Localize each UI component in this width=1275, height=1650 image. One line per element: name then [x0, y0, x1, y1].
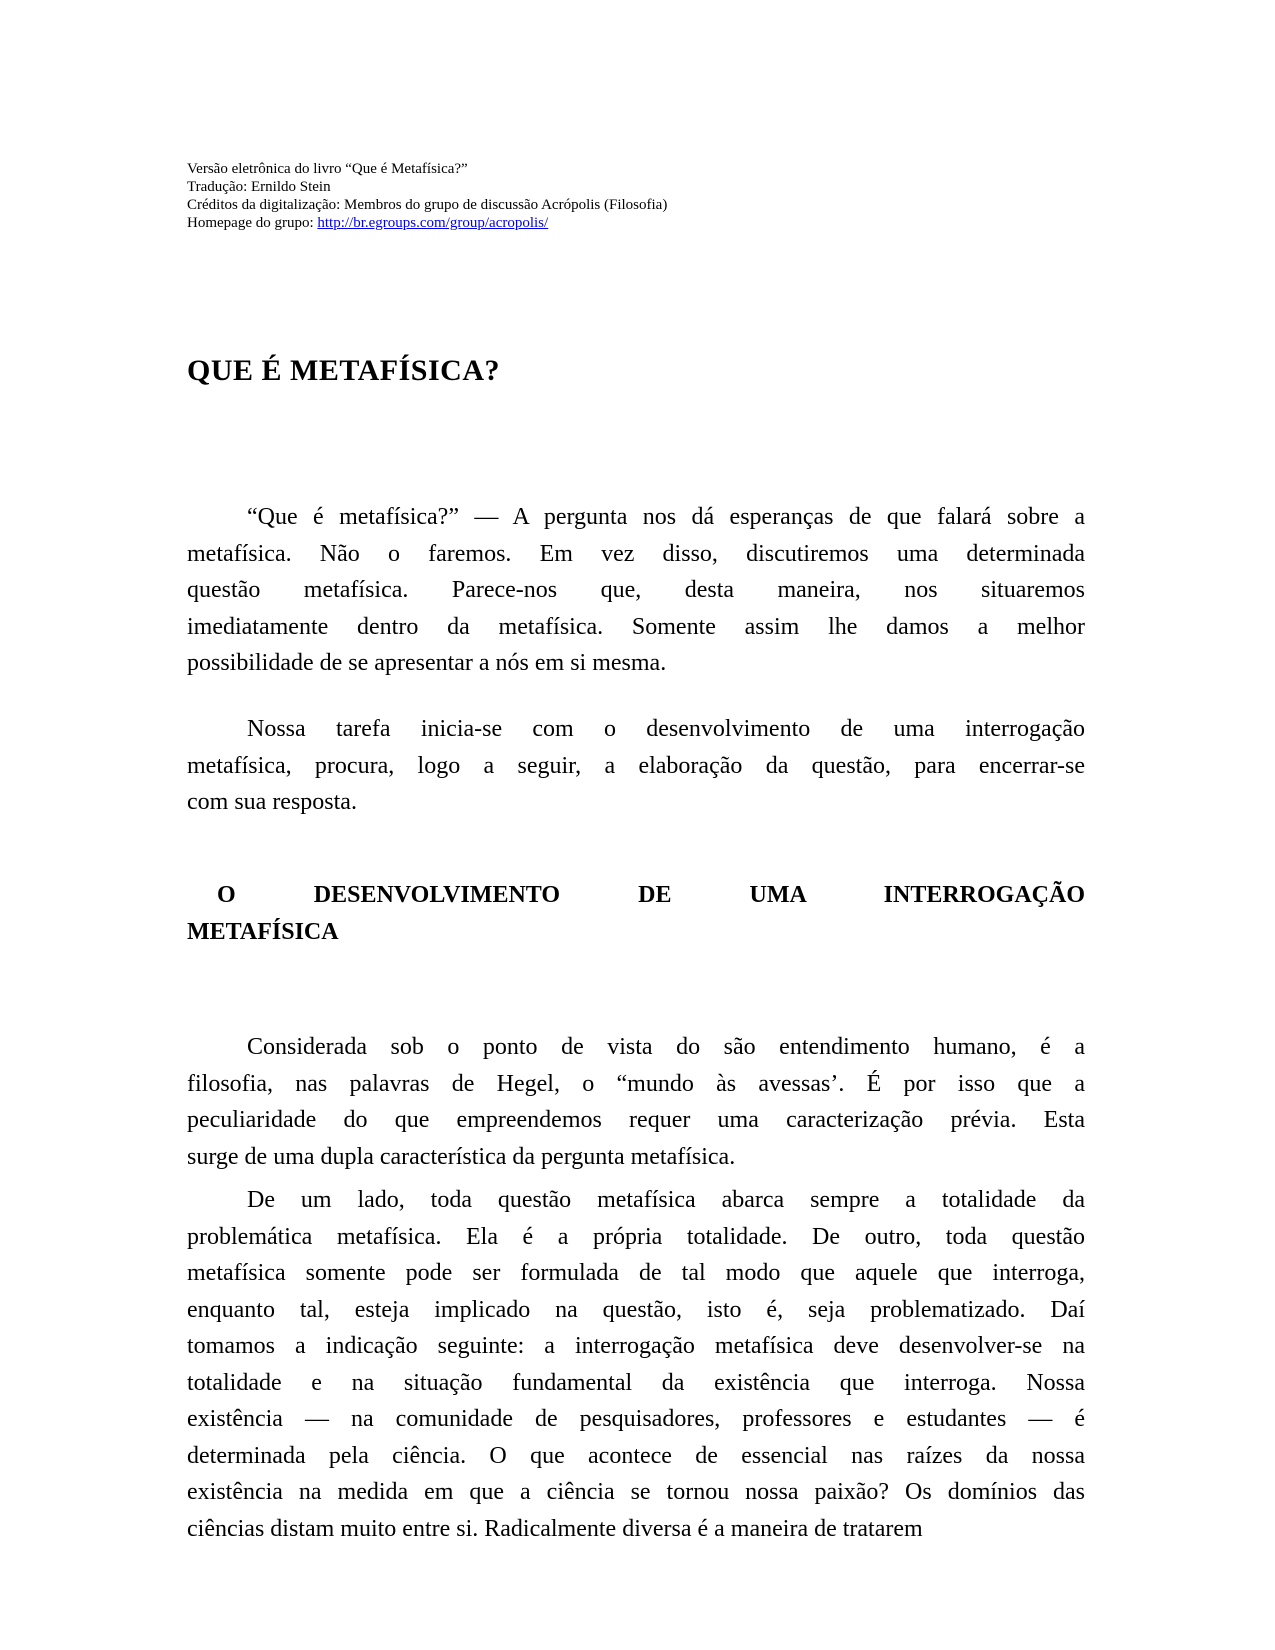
section-heading: [187, 877, 1085, 950]
text-line: tomamos a indicação seguinte: a interrogação metafísica deve desenvolver-se na: [187, 1333, 1085, 1359]
page-title: QUE É METAFÍSICA?: [187, 354, 500, 387]
text-line: metafísica. Não o faremos. Em vez disso, discutiremos uma determinada: [187, 540, 1085, 567]
text-line: enquanto tal, esteja implicado na questão, isto é, seja problematizado. Daí: [187, 1296, 1085, 1323]
paragraph-4: [187, 1182, 1085, 1547]
paragraph-1: [187, 499, 1085, 682]
heading-line: O DESENVOLVIMENTO DE UMA INTERROGAÇÃO: [217, 882, 1085, 908]
text-line: metafísica somente pode ser formulada de tal modo que aquele que interroga,: [187, 1260, 1085, 1286]
text-line: surge de uma dupla característica da pergunta metafísica.: [187, 1143, 736, 1170]
heading-line: METAFÍSICA: [187, 918, 339, 945]
text-line: peculiaridade do que empreendemos requer uma caracterização prévia. Esta: [187, 1107, 1085, 1133]
edition-note: Versão eletrônica do livro “Que é Metafísica?”: [187, 161, 468, 177]
translator-note: Tradução: Ernildo Stein: [187, 179, 331, 195]
text-line: existência na medida em que a ciência se tornou nossa paixão? Os domínios das: [187, 1479, 1085, 1505]
text-line: problemática metafísica. Ela é a própria totalidade. De outro, toda questão: [187, 1223, 1085, 1250]
text-line: De um lado, toda questão metafísica abarca sempre a totalidade da: [247, 1187, 1085, 1213]
text-line: “Que é metafísica?” — A pergunta nos dá esperanças de que falará sobre a: [247, 504, 1085, 530]
homepage-line: [187, 214, 1107, 232]
homepage-link[interactable]: http://br.egroups.com/group/acropolis/: [317, 215, 549, 231]
document-credits-header: [187, 160, 1107, 232]
text-line: existência — na comunidade de pesquisadores, professores e estudantes — é: [187, 1406, 1085, 1432]
text-line: possibilidade de se apresentar a nós em si mesma.: [187, 650, 667, 676]
text-line: metafísica, procura, logo a seguir, a elaboração da questão, para encerrar-se: [187, 752, 1085, 779]
text-line: Nossa tarefa inicia-se com o desenvolvimento de uma interrogação: [247, 716, 1085, 742]
paragraph-3: [187, 1029, 1085, 1175]
text-line: Considerada sob o ponto de vista do são entendimento humano, é a: [247, 1034, 1085, 1060]
text-line: filosofia, nas palavras de Hegel, o “mundo às avessas’. É por isso que a: [187, 1070, 1085, 1097]
text-line: com sua resposta.: [187, 789, 357, 815]
homepage-label: Homepage do grupo:: [187, 215, 318, 231]
text-line: questão metafísica. Parece-nos que, desta maneira, nos situaremos: [187, 577, 1085, 603]
text-line: imediatamente dentro da metafísica. Somente assim lhe damos a melhor: [187, 613, 1085, 640]
digitization-credits: Créditos da digitalização: Membros do grupo de discussão Acrópolis (Filosofia): [187, 197, 668, 213]
text-line: ciências distam muito entre si. Radicalmente diversa é a maneira de tratarem: [187, 1515, 923, 1542]
text-line: determinada pela ciência. O que acontece de essencial nas raízes da nossa: [187, 1442, 1085, 1469]
paragraph-2: [187, 711, 1085, 821]
text-line: totalidade e na situação fundamental da existência que interroga. Nossa: [187, 1369, 1085, 1396]
